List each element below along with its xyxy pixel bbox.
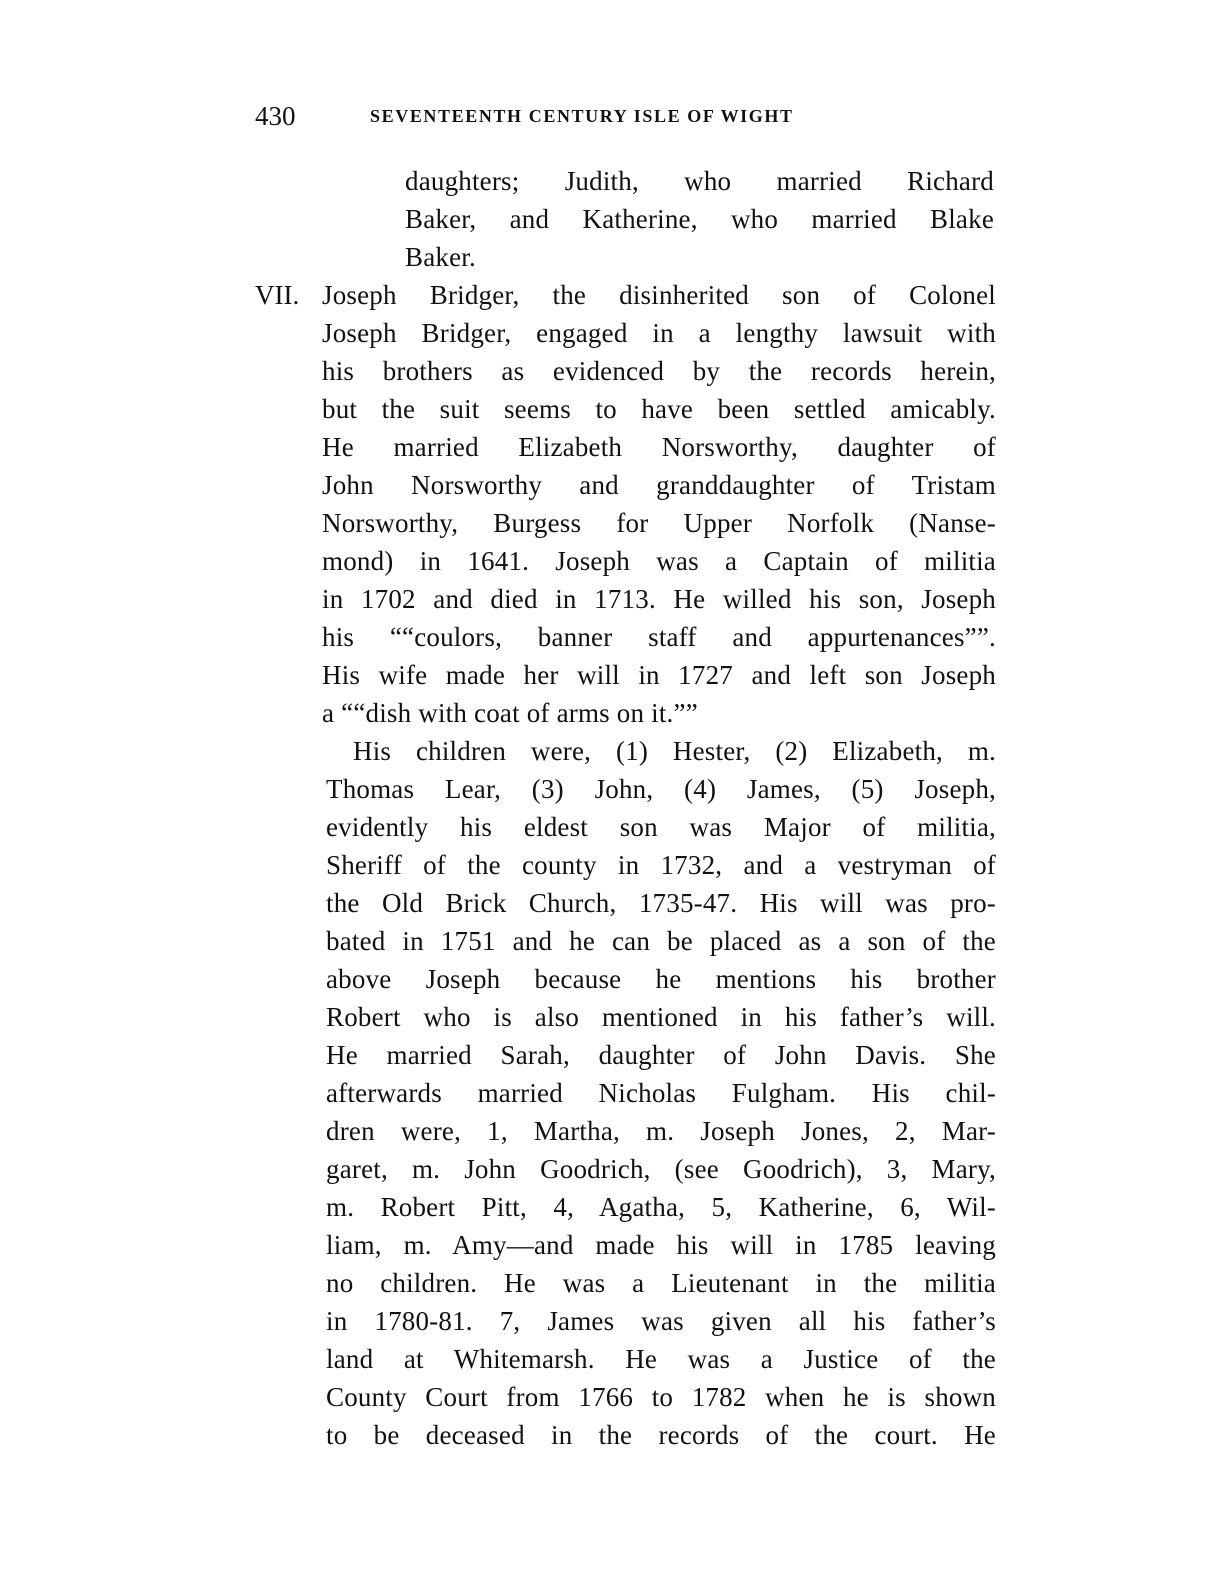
running-title: SEVENTEENTH CENTURY ISLE OF WIGHT — [370, 106, 794, 126]
paragraph-line: liam, m. Amy—and made his will in 1785 leaving — [326, 1230, 996, 1260]
entry-line: his brothers as evidenced by the records herein, — [322, 356, 996, 386]
running-head — [255, 98, 1015, 134]
entry-line: Joseph Bridger, the disinherited son of Colonel — [322, 280, 996, 310]
entry-line: He married Elizabeth Norsworthy, daughter of — [322, 432, 996, 462]
entry-line: mond) in 1641. Joseph was a Captain of militia — [322, 546, 996, 576]
paragraph-line: to be deceased in the records of the court. He — [326, 1420, 996, 1450]
paragraph-line: His children were, (1) Hester, (2) Elizabeth, m. — [353, 736, 996, 766]
entry-line: in 1702 and died in 1713. He willed his son, Joseph — [322, 584, 996, 614]
paragraph-line: County Court from 1766 to 1782 when he is shown — [326, 1382, 996, 1412]
paragraph-line: land at Whitemarsh. He was a Justice of the — [326, 1344, 996, 1374]
paragraph-line: Thomas Lear, (3) John, (4) James, (5) Joseph, — [326, 774, 996, 804]
paragraph-line: bated in 1751 and he can be placed as a son of the — [326, 926, 996, 956]
page-number: 430 — [255, 101, 296, 131]
paragraph-line: Sheriff of the county in 1732, and a vestryman of — [326, 850, 996, 880]
paragraph-line: in 1780-81. 7, James was given all his father’s — [326, 1306, 996, 1336]
entry-line: John Norsworthy and granddaughter of Tristam — [322, 470, 996, 500]
entry-line: His wife made her will in 1727 and left son Joseph — [322, 660, 996, 690]
entry-line: Joseph Bridger, engaged in a lengthy lawsuit with — [322, 318, 996, 348]
continuation-line: daughters; Judith, who married Richard — [405, 166, 994, 196]
entry-line: his ““coulors, banner staff and appurtenances””. — [322, 622, 996, 652]
paragraph-line: above Joseph because he mentions his brother — [326, 964, 996, 994]
paragraph-line: m. Robert Pitt, 4, Agatha, 5, Katherine, 6, Wil- — [326, 1192, 996, 1222]
paragraph-line: garet, m. John Goodrich, (see Goodrich), 3, Mary, — [326, 1154, 996, 1184]
continuation-line: Baker, and Katherine, who married Blake — [405, 204, 994, 234]
entry-line: a ““dish with coat of arms on it.”” — [322, 698, 698, 728]
paragraph-line: Robert who is also mentioned in his father’s will. — [326, 1002, 996, 1032]
paragraph-line: dren were, 1, Martha, m. Joseph Jones, 2, Mar- — [326, 1116, 996, 1146]
paragraph-line: He married Sarah, daughter of John Davis. She — [326, 1040, 996, 1070]
paragraph-line: no children. He was a Lieutenant in the militia — [326, 1268, 996, 1298]
entry-line: but the suit seems to have been settled amicably. — [322, 394, 996, 424]
paragraph-line: evidently his eldest son was Major of militia, — [326, 812, 996, 842]
entry-line: Norsworthy, Burgess for Upper Norfolk (Nanse- — [322, 508, 996, 538]
entry-numeral: VII. — [255, 280, 300, 310]
paragraph-line: the Old Brick Church, 1735-47. His will was pro- — [326, 888, 996, 918]
paragraph-line: afterwards married Nicholas Fulgham. His chil- — [326, 1078, 996, 1108]
continuation-line: Baker. — [405, 242, 476, 272]
